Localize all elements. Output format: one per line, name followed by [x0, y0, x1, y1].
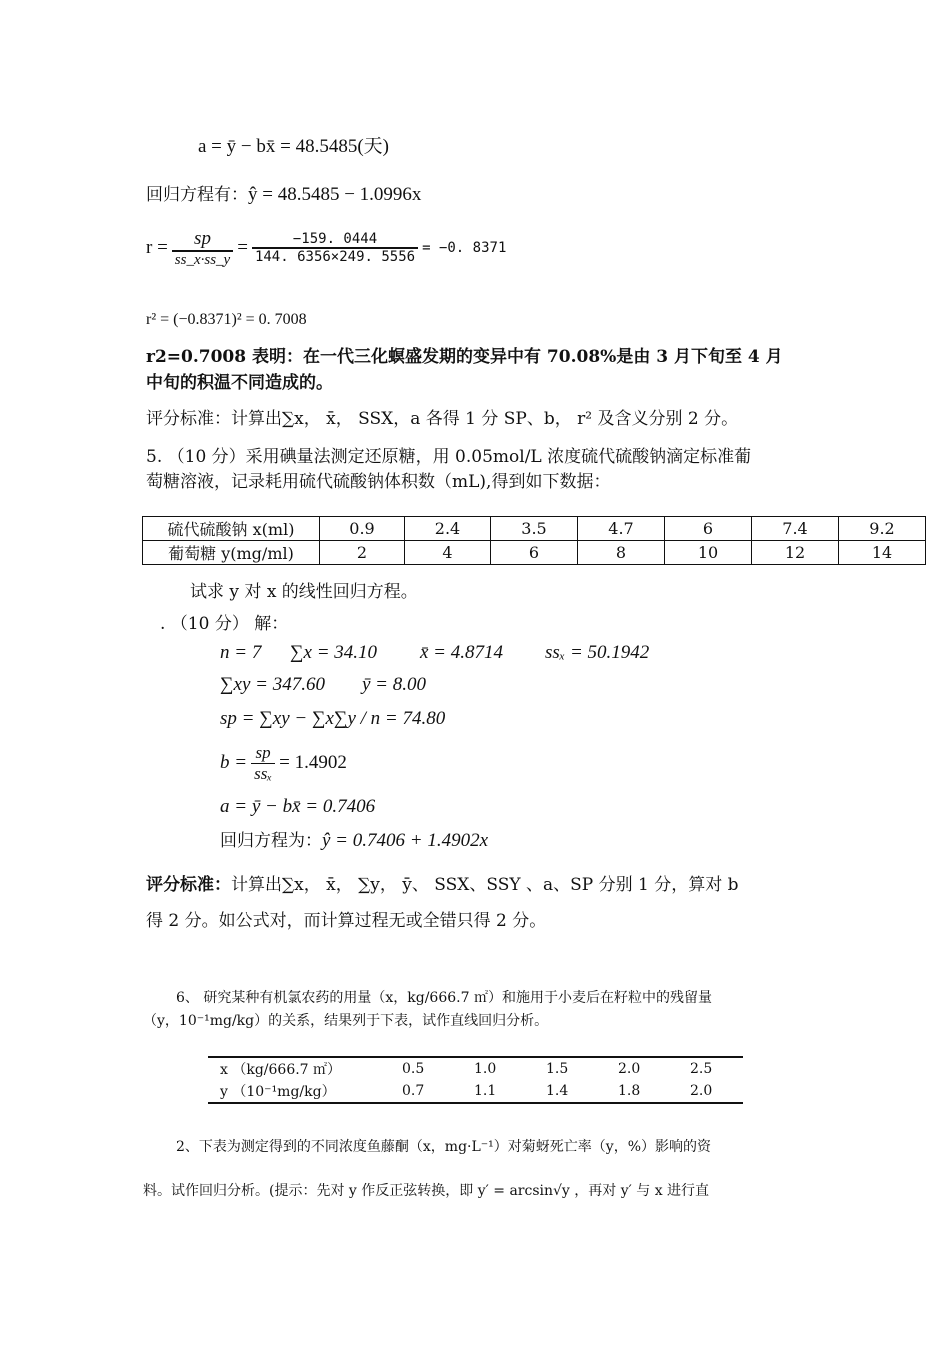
- conclusion-line-2: 中旬的积温不同造成的。: [146, 373, 333, 393]
- table-cell: 1.5: [546, 1061, 569, 1077]
- q2-text-line-2: 料。试作回归分析。(提示：先对 y 作反正弦转换，即 y′ = arcsin√y ，再对 y′ 与 x 进行直: [143, 1183, 710, 1199]
- r-result: = −0. 8371: [422, 240, 507, 256]
- b-numerator: sp: [251, 743, 275, 764]
- row-header-x: x （kg/666.7 ㎡）: [220, 1062, 342, 1078]
- row-header-y: 葡萄糖 y(mg/ml): [143, 541, 320, 565]
- stat-mean-x: x̄ = 4.8714: [420, 642, 504, 663]
- row-header-x: 硫代硫酸钠 x(ml): [143, 517, 320, 541]
- table-cell: 2.5: [690, 1061, 713, 1077]
- regression-equation-line: [146, 180, 421, 206]
- q5-regression-equation: ŷ = 0.7406 + 1.4902x: [322, 830, 489, 851]
- table-cell: 9.2: [839, 517, 926, 541]
- b-rhs: = 1.4902: [279, 752, 347, 773]
- table-cell: 2.0: [690, 1083, 713, 1099]
- b-fraction: [251, 743, 275, 784]
- stat-n: n = 7: [220, 642, 262, 663]
- r-value-fraction: [252, 231, 418, 265]
- table-row: [208, 1080, 743, 1102]
- q5-solution-heading: . （10 分） 解：: [160, 614, 289, 634]
- q5-data-table: [142, 516, 926, 565]
- r-value-numerator: −159. 0444: [252, 231, 418, 248]
- r-value-denominator: 144. 6356×249. 5556: [252, 248, 418, 265]
- regression-label: 回归方程有：: [146, 185, 248, 205]
- table-cell: 0.5: [402, 1061, 425, 1077]
- q5-regression-line: [220, 826, 488, 852]
- stat-sp: sp = ∑xy − ∑x∑y / n = 74.80: [220, 708, 446, 729]
- table-cell: 0.7: [402, 1083, 425, 1099]
- table-cell: 6: [665, 517, 752, 541]
- table-cell: 2: [320, 541, 405, 565]
- stat-sum-xy: ∑xy = 347.60: [220, 674, 325, 695]
- stat-a: a = ȳ − bx̄ = 0.7406: [220, 796, 376, 817]
- q5-text-line-2: 萄糖溶液，记录耗用硫代硫酸钠体积数（mL),得到如下数据：: [146, 472, 611, 492]
- table-cell: 4.7: [578, 517, 665, 541]
- q5-question: 试求 y 对 x 的线性回归方程。: [190, 582, 418, 602]
- conclusion-line-1: r2=0.7008 表明：在一代三化螟盛发期的变异中有 70.08%是由 3 月下旬至 4 月: [146, 347, 783, 367]
- table-row: [143, 541, 926, 565]
- table-cell: 4: [405, 541, 491, 565]
- r-squared-equation: r² = (−0.8371)² = 0. 7008: [146, 311, 307, 328]
- table-cell: 14: [839, 541, 926, 565]
- table-cell: 1.1: [474, 1083, 497, 1099]
- table-cell: 1.0: [474, 1061, 497, 1077]
- correlation-equation: r = $\frac{sp}{ss\_x\cdot ss\_y}$ = $\frac{-159. 0444}{144. 6356\times 249. 5556}$ = −0. 8371: [146, 227, 507, 268]
- r-formula-fraction: [172, 228, 233, 269]
- table-row: [143, 517, 926, 541]
- scoring-standard-2: [146, 870, 739, 895]
- table-cell: 1.8: [618, 1083, 641, 1099]
- q6-text-line-2: （y，10⁻¹mg/kg）的关系，结果列于下表，试作直线回归分析。: [143, 1013, 549, 1029]
- table-cell: 1.4: [546, 1083, 569, 1099]
- table-cell: 3.5: [491, 517, 578, 541]
- r-formula-numerator: sp: [172, 228, 233, 251]
- r-lhs: r =: [146, 237, 168, 258]
- stat-b: [220, 738, 347, 788]
- scoring-standard-1: 评分标准：计算出∑x， x̄， SSX，a 各得 1 分 SP、b， r² 及含义分别 2 分。: [146, 409, 739, 429]
- table-cell: 8: [578, 541, 665, 565]
- table-cell: 0.9: [320, 517, 405, 541]
- table-row: [208, 1058, 743, 1080]
- table-cell: 10: [665, 541, 752, 565]
- q5-text-line-1: 5. （10 分）采用碘量法测定还原糖，用 0.05mol/L 浓度硫代硫酸钠滴定标准葡: [146, 447, 752, 467]
- b-lhs: b =: [220, 752, 248, 773]
- stat-ss-x: ssₓ = 50.1942: [545, 642, 650, 663]
- scoring-label: 评分标准：: [146, 875, 231, 895]
- q6-text-line-1: 6、 研究某种有机氯农药的用量（x，kg/666.7 ㎡）和施用于小麦后在籽粒中的残留量: [176, 990, 712, 1006]
- q2-text-line-1: 2、下表为测定得到的不同浓度鱼藤酮（x，mg·L⁻¹）对菊蚜死亡率（y，%）影响的资: [176, 1139, 711, 1155]
- table-cell: 12: [752, 541, 839, 565]
- scoring-standard-2-line-2: 得 2 分。如公式对，而计算过程无或全错只得 2 分。: [146, 911, 547, 931]
- b-denominator: ssₓ: [254, 763, 273, 783]
- scoring-text: 计算出∑x， x̄， ∑y， ȳ、 SSX、SSY 、a、SP 分别 1 分，算对 b: [231, 875, 739, 895]
- q6-data-table: [208, 1056, 743, 1104]
- row-header-y: y （10⁻¹mg/kg）: [220, 1084, 336, 1100]
- regression-equation: ŷ = 48.5485 − 1.0996x: [248, 184, 422, 205]
- table-cell: 6: [491, 541, 578, 565]
- table-cell: 2.0: [618, 1061, 641, 1077]
- table-cell: 7.4: [752, 517, 839, 541]
- stat-mean-y: ȳ = 8.00: [362, 674, 427, 695]
- equation-a: a = ȳ − bx̄ = 48.5485(天): [198, 136, 389, 157]
- r-formula-denominator: ss_x·ss_y: [172, 251, 233, 269]
- table-cell: 2.4: [405, 517, 491, 541]
- stat-sum-x: ∑x = 34.10: [290, 642, 378, 663]
- q5-regression-label: 回归方程为：: [220, 831, 322, 851]
